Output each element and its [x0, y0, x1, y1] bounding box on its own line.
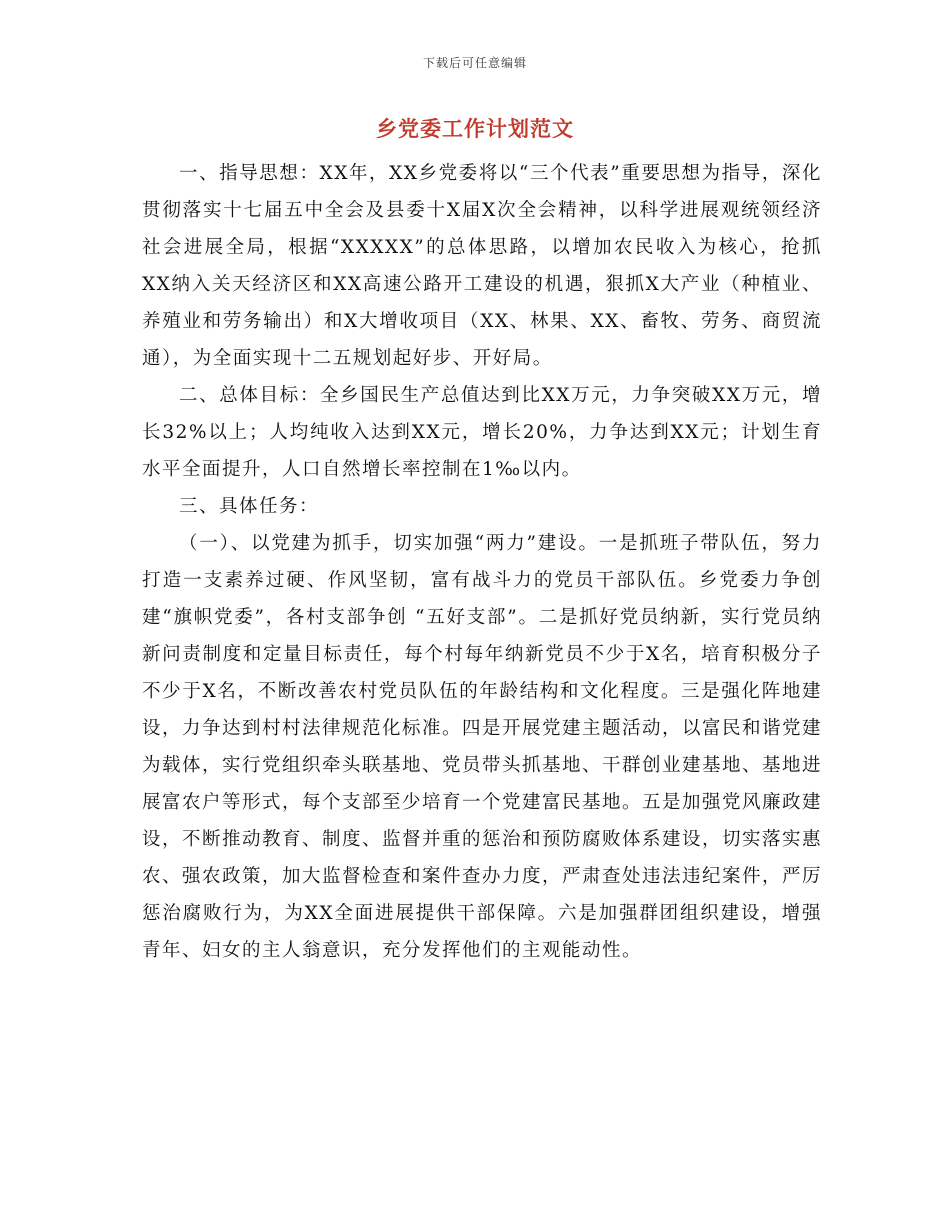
- paragraph-overall-goals: 二、总体目标：全乡国民生产总值达到比XX万元，力争突破XX万元，增长32%以上；人均纯收入达到XX元，增长20%，力争达到XX元；计划生育水平全面提升，人口自然增长率控制在1‰以内。: [142, 385, 822, 480]
- header-note: 下载后可任意编辑: [422, 56, 527, 70]
- document-title: 乡党委工作计划范文: [376, 116, 574, 141]
- paragraph-guiding-ideology: 一、指导思想：XX年，XX乡党委将以“三个代表”重要思想为指导，深化贯彻落实十七届五中全会及县委十X届X次全会精神，以科学进展观统领经济社会进展全局，根据“XXXXX”的总体思路，以增加农民收入为核心，抢抓XX纳入关天经济区和XX高速公路开工建设的机遇，狠抓X大产业（种植业、养殖业和劳务输出）和X大增收项目（XX、林果、XX、畜牧、劳务、商贸流通），为全面实现十二五规划起好步、开好局。: [142, 163, 822, 369]
- document-body: [142, 155, 822, 969]
- paragraph-party-building: （一）、以党建为抓手，切实加强“两力”建设。一是抓班子带队伍，努力打造一支素养过硬、作风坚韧，富有战斗力的党员干部队伍。乡党委力争创建“旗帜党委”，各村支部争创 “五好支部”。二是抓好党员纳新，实行党员纳新问责制度和定量目标责任，每个村每年纳新党员不少于X名，培育积极分子不少于X名，不断改善农村党员队伍的年龄结构和文化程度。三是强化阵地建设，力争达到村村法律规范化标准。四是开展党建主题活动，以富民和谐党建为载体，实行党组织牵头联基地、党员带头抓基地、干群创业建基地、基地进展富农户等形式，每个支部至少培育一个党建富民基地。五是加强党风廉政建设，不断推动教育、制度、监督并重的惩治和预防腐败体系建设，切实落实惠农、强农政策，加大监督检查和案件查办力度，严肃查处违法违纪案件，严厉惩治腐败行为，为XX全面进展提供干部保障。六是加强群团组织建设，增强青年、妇女的主人翁意识，充分发挥他们的主观能动性。: [142, 533, 823, 961]
- paragraph-specific-tasks-heading: 三、具体任务：: [179, 496, 320, 517]
